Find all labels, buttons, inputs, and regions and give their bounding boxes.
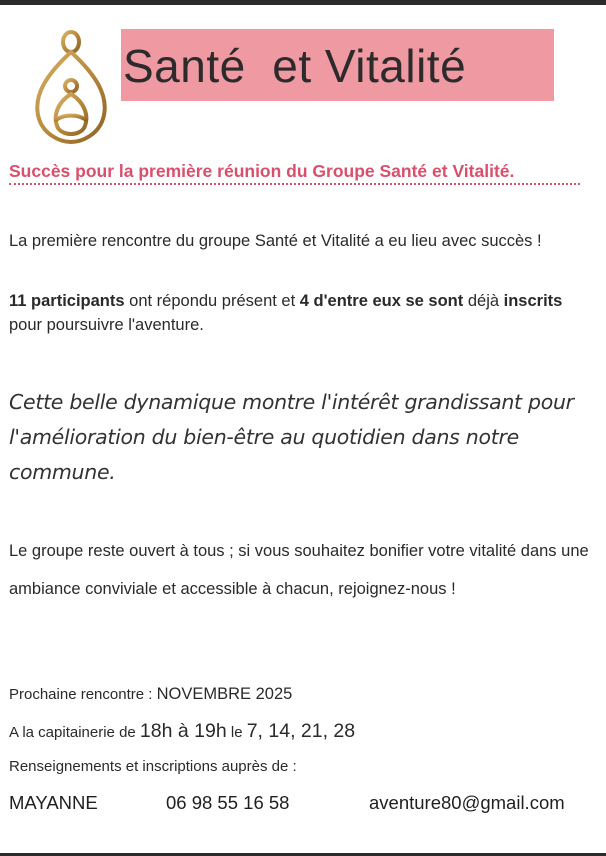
contact-name: MAYANNE xyxy=(9,792,98,813)
schedule-dates: 7, 14, 21, 28 xyxy=(246,720,356,742)
top-border xyxy=(0,0,606,5)
contact-email: aventure80@gmail.com xyxy=(369,792,565,813)
next-meeting: Prochaine rencontre : NOVEMBRE 2025 xyxy=(9,685,293,703)
paragraph-dynamic: Cette belle dynamique montre l'intérêt grandissant pour l'amélioration du bien-être au quotidien dans notre commune. xyxy=(9,390,574,484)
paragraph-participants: 11 participants ont répondu présent et 4 d'entre eux se sont déjà inscrits pour poursuivre l'aventure. xyxy=(9,292,563,334)
next-meeting-date: NOVEMBRE 2025 xyxy=(156,685,293,703)
paragraph-intro: La première rencontre du groupe Santé et Vitalité a eu lieu avec succès ! xyxy=(9,232,542,250)
headline: Succès pour la première réunion du Groupe Santé et Vitalité. xyxy=(9,161,515,181)
schedule-hours: 18h à 19h xyxy=(139,720,227,742)
info-line: Renseignements et inscriptions auprès de : xyxy=(9,758,297,775)
page-title: Santé et Vitalité xyxy=(123,40,467,92)
participants-count: 11 participants xyxy=(9,292,125,310)
registered-count: 4 d'entre eux se sont xyxy=(299,292,464,310)
schedule: A la capitainerie de 18h à 19h le 7, 14, 21, 28 xyxy=(9,720,356,742)
wellness-logo-icon xyxy=(26,20,116,148)
paragraph-invitation: Le groupe reste ouvert à tous ; si vous souhaitez bonifier votre vitalité dans une ambiance conviviale et accessible à chacun, rejoignez-nous ! xyxy=(9,542,589,598)
headline-underline xyxy=(9,183,580,185)
contact-phone: 06 98 55 16 58 xyxy=(166,792,290,813)
